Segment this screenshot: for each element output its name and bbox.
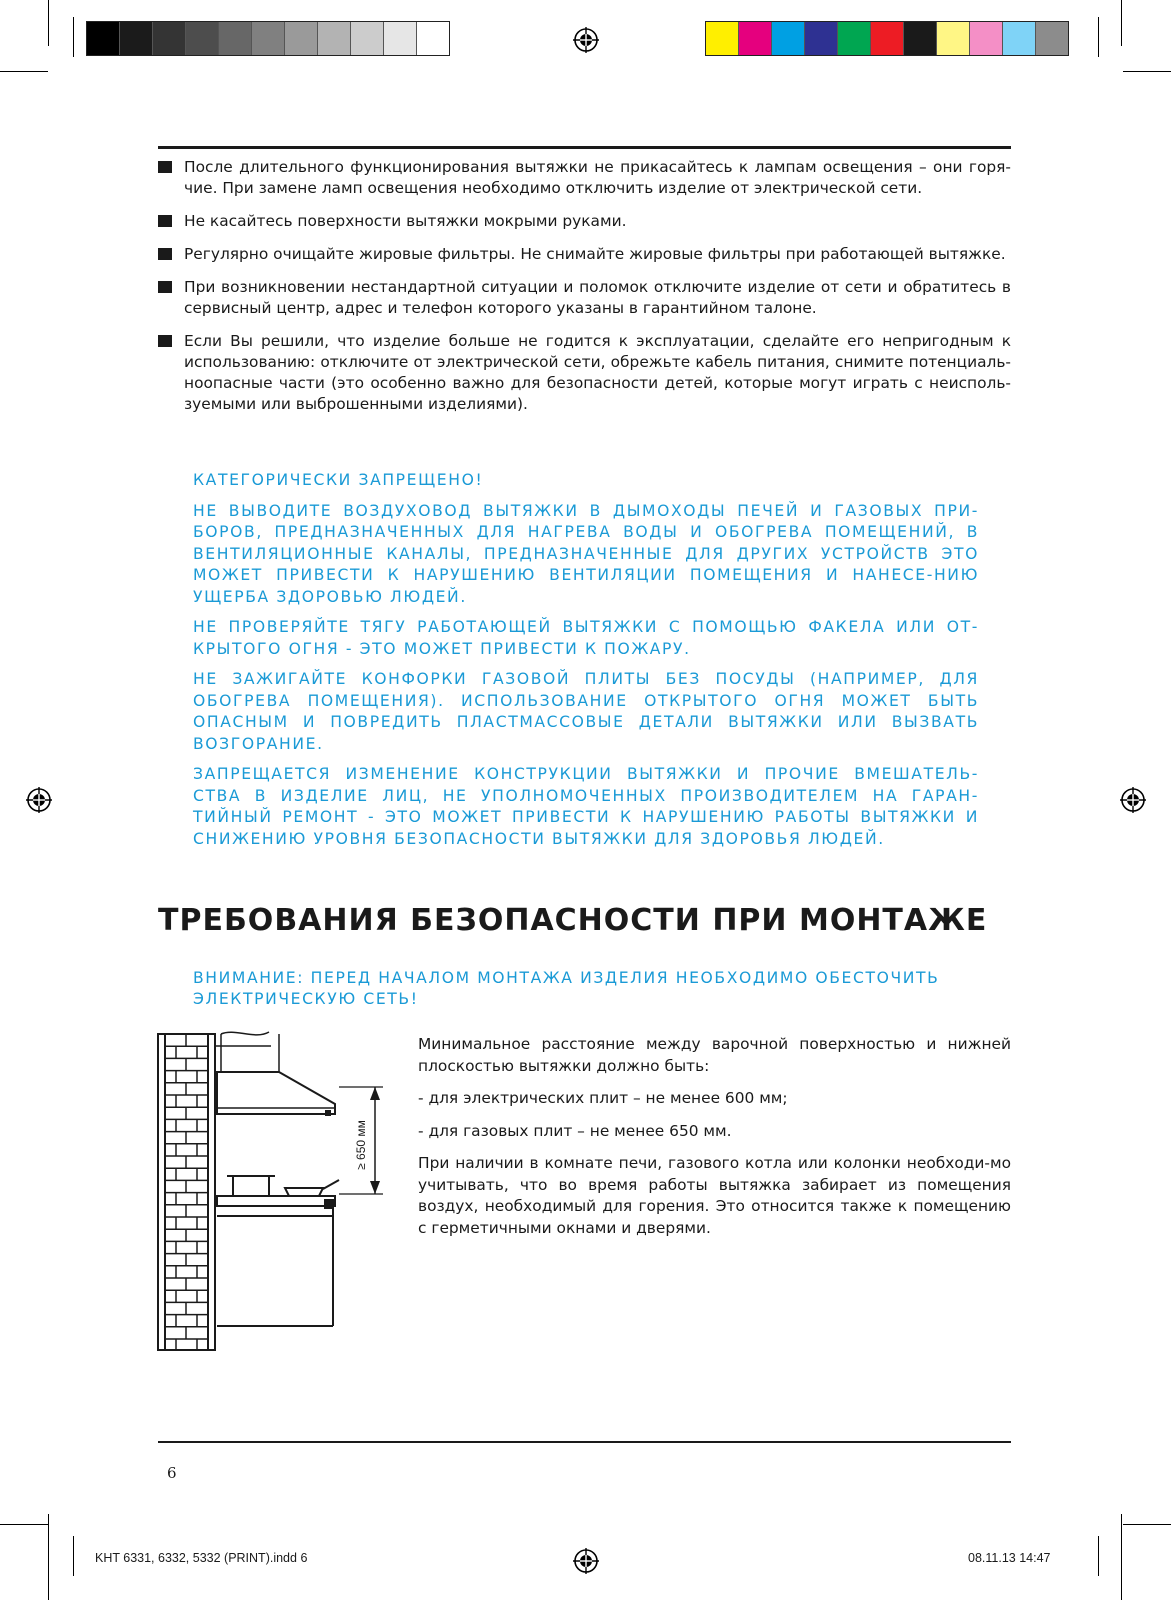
color-swatch bbox=[870, 22, 903, 55]
attention-note: ВНИМАНИЕ: ПЕРЕД НАЧАЛОМ МОНТАЖА ИЗДЕЛИЯ НЕОБХОДИМО ОБЕСТОЧИТЬ ЭЛЕКТРИЧЕСКУЮ СЕТЬ! bbox=[193, 969, 940, 1008]
list-item bbox=[158, 244, 1011, 265]
safety-bullet-list bbox=[158, 157, 1011, 427]
color-swatch bbox=[969, 22, 1002, 55]
registration-mark-icon bbox=[573, 27, 599, 53]
color-swatch bbox=[1035, 22, 1068, 55]
list-item bbox=[158, 157, 1011, 199]
color-swatch bbox=[416, 22, 449, 55]
color-swatch bbox=[706, 22, 738, 55]
color-swatch bbox=[251, 22, 284, 55]
top-rule bbox=[158, 146, 1011, 149]
square-bullet-icon bbox=[158, 215, 172, 227]
prohibited-warning-block bbox=[193, 470, 979, 859]
installation-distance-diagram bbox=[155, 1030, 403, 1356]
paragraph: При наличии в комнате печи, газового котла или колонки необходи-мо учитывать, что во время работы вытяжка забирает из помещения воздух, необходимый для горения. Это относится также к помещению с герметичными окнами и дверями. bbox=[418, 1154, 1011, 1237]
square-bullet-icon bbox=[158, 161, 172, 173]
color-swatch bbox=[350, 22, 383, 55]
stove-icon bbox=[217, 1196, 335, 1326]
list-item-text: Не касайтесь поверхности вытяжки мокрыми руками. bbox=[184, 212, 627, 230]
square-bullet-icon bbox=[158, 281, 172, 293]
list-item bbox=[158, 277, 1011, 319]
cmyk-color-bar bbox=[705, 21, 1069, 56]
list-item bbox=[158, 331, 1011, 415]
color-swatch bbox=[936, 22, 969, 55]
color-swatch bbox=[738, 22, 771, 55]
paragraph: Минимальное расстояние между варочной поверхностью и нижней плоскостью вытяжки должно быть: bbox=[418, 1035, 1011, 1075]
registration-mark-icon bbox=[573, 1548, 599, 1574]
color-swatch bbox=[1002, 22, 1035, 55]
list-item-text: Если Вы решили, что изделие больше не годится к эксплуатации, сделайте его непригодным к использованию: отключите от электрической сети, обрежьте кабель питания, снимите потенциаль-ноопасные части (это особенно важно для безопасности детей, которые могут играть с неисполь-зуемыми или выброшенными изделиями). bbox=[184, 332, 1011, 413]
color-swatch bbox=[87, 22, 119, 55]
warning-item: НЕ ВЫВОДИТЕ ВОЗДУХОВОД ВЫТЯЖКИ В ДЫМОХОДЫ ПЕЧЕЙ И ГАЗОВЫХ ПРИ-БОРОВ, ПРЕДНАЗНАЧЕННЫХ ДЛЯ НАГРЕВА ВОДЫ И ОБОГРЕВА ПОМЕЩЕНИЙ, В ВЕНТИЛЯЦИОННЫЕ КАНАЛЫ, ПРЕДНАЗНАЧЕННЫЕ ДЛЯ ДРУГИХ УСТРОЙСТВ ЭТО МОЖЕТ ПРИВЕСТИ К НАРУШЕНИЮ ВЕНТИЛЯЦИИ ПОМЕЩЕНИЯ И НАНЕСЕ-НИЮ УЩЕРБА ЗДОРОВЬЮ ЛЮДЕЙ. bbox=[193, 501, 979, 606]
bottom-rule bbox=[158, 1441, 1011, 1443]
list-item bbox=[158, 211, 1011, 232]
registration-mark-icon bbox=[26, 787, 52, 813]
list-item-text: Регулярно очищайте жировые фильтры. Не снимайте жировые фильтры при работающей вытяжке. bbox=[184, 245, 1006, 263]
paragraph: - для газовых плит – не менее 650 мм. bbox=[418, 1121, 732, 1140]
registration-mark-icon bbox=[1120, 787, 1146, 813]
color-swatch bbox=[771, 22, 804, 55]
grayscale-color-bar bbox=[86, 21, 450, 56]
square-bullet-icon bbox=[158, 248, 172, 260]
color-swatch bbox=[837, 22, 870, 55]
slug-file-name: KHT 6331, 6332, 5332 (PRINT).indd 6 bbox=[95, 1551, 308, 1565]
color-swatch bbox=[185, 22, 218, 55]
color-swatch bbox=[383, 22, 416, 55]
installation-text bbox=[418, 1034, 1011, 1250]
warning-item: НЕ ЗАЖИГАЙТЕ КОНФОРКИ ГАЗОВОЙ ПЛИТЫ БЕЗ ПОСУДЫ (НАПРИМЕР, ДЛЯ ОБОГРЕВА ПОМЕЩЕНИЯ). ИСПОЛЬЗОВАНИЕ ОТКРЫТОГО ОГНЯ МОЖЕТ БЫТЬ ОПАСНЫМ И ПОВРЕДИТЬ ПЛАСТМАССОВЫЕ ДЕТАЛИ ВЫТЯЖКИ ИЛИ ВЫЗВАТЬ ВОЗГОРАНИЕ. bbox=[193, 670, 979, 753]
color-swatch bbox=[152, 22, 185, 55]
pot-icon bbox=[227, 1176, 275, 1196]
color-swatch bbox=[317, 22, 350, 55]
color-swatch bbox=[218, 22, 251, 55]
color-swatch bbox=[119, 22, 152, 55]
warning-item: НЕ ПРОВЕРЯЙТЕ ТЯГУ РАБОТАЮЩЕЙ ВЫТЯЖКИ С ПОМОЩЬЮ ФАКЕЛА ИЛИ ОТ-КРЫТОГО ОГНЯ - ЭТО МОЖЕТ ПРИВЕСТИ К ПОЖАРУ. bbox=[193, 618, 979, 658]
color-swatch bbox=[903, 22, 936, 55]
pan-icon bbox=[285, 1180, 339, 1196]
section-heading: ТРЕБОВАНИЯ БЕЗОПАСНОСТИ ПРИ МОНТАЖЕ bbox=[158, 903, 988, 938]
distance-label: ≥ 650 мм bbox=[354, 1120, 368, 1170]
page-number: 6 bbox=[167, 1464, 177, 1482]
color-swatch bbox=[804, 22, 837, 55]
slug-date: 08.11.13 14:47 bbox=[968, 1551, 1051, 1565]
color-swatch bbox=[284, 22, 317, 55]
warning-title: КАТЕГОРИЧЕСКИ ЗАПРЕЩЕНО! bbox=[193, 471, 484, 489]
list-item-text: После длительного функционирования вытяжки не прикасайтесь к лампам освещения – они горя-чие. При замене ламп освещения необходимо отключить изделие от электрической сети. bbox=[184, 158, 1011, 197]
warning-item: ЗАПРЕЩАЕТСЯ ИЗМЕНЕНИЕ КОНСТРУКЦИИ ВЫТЯЖКИ И ПРОЧИЕ ВМЕШАТЕЛЬ-СТВА В ИЗДЕЛИЕ ЛИЦ, НЕ УПОЛНОМОЧЕННЫХ ПРОИЗВОДИТЕЛЕМ НА ГАРАН-ТИЙНЫЙ РЕМОНТ - ЭТО МОЖЕТ ПРИВЕСТИ К НАРУШЕНИЮ РАБОТЫ ВЫТЯЖКИ И СНИЖЕНИЮ УРОВНЯ БЕЗОПАСНОСТИ ВЫТЯЖКИ ДЛЯ ЗДОРОВЬЯ ЛЮДЕЙ. bbox=[193, 765, 979, 848]
list-item-text: При возникновении нестандартной ситуации и поломок отключите изделие от сети и обратитесь в сервисный центр, адрес и телефон которого указаны в гарантийном талоне. bbox=[184, 278, 1011, 317]
paragraph: - для электрических плит – не менее 600 мм; bbox=[418, 1089, 788, 1107]
square-bullet-icon bbox=[158, 335, 172, 347]
